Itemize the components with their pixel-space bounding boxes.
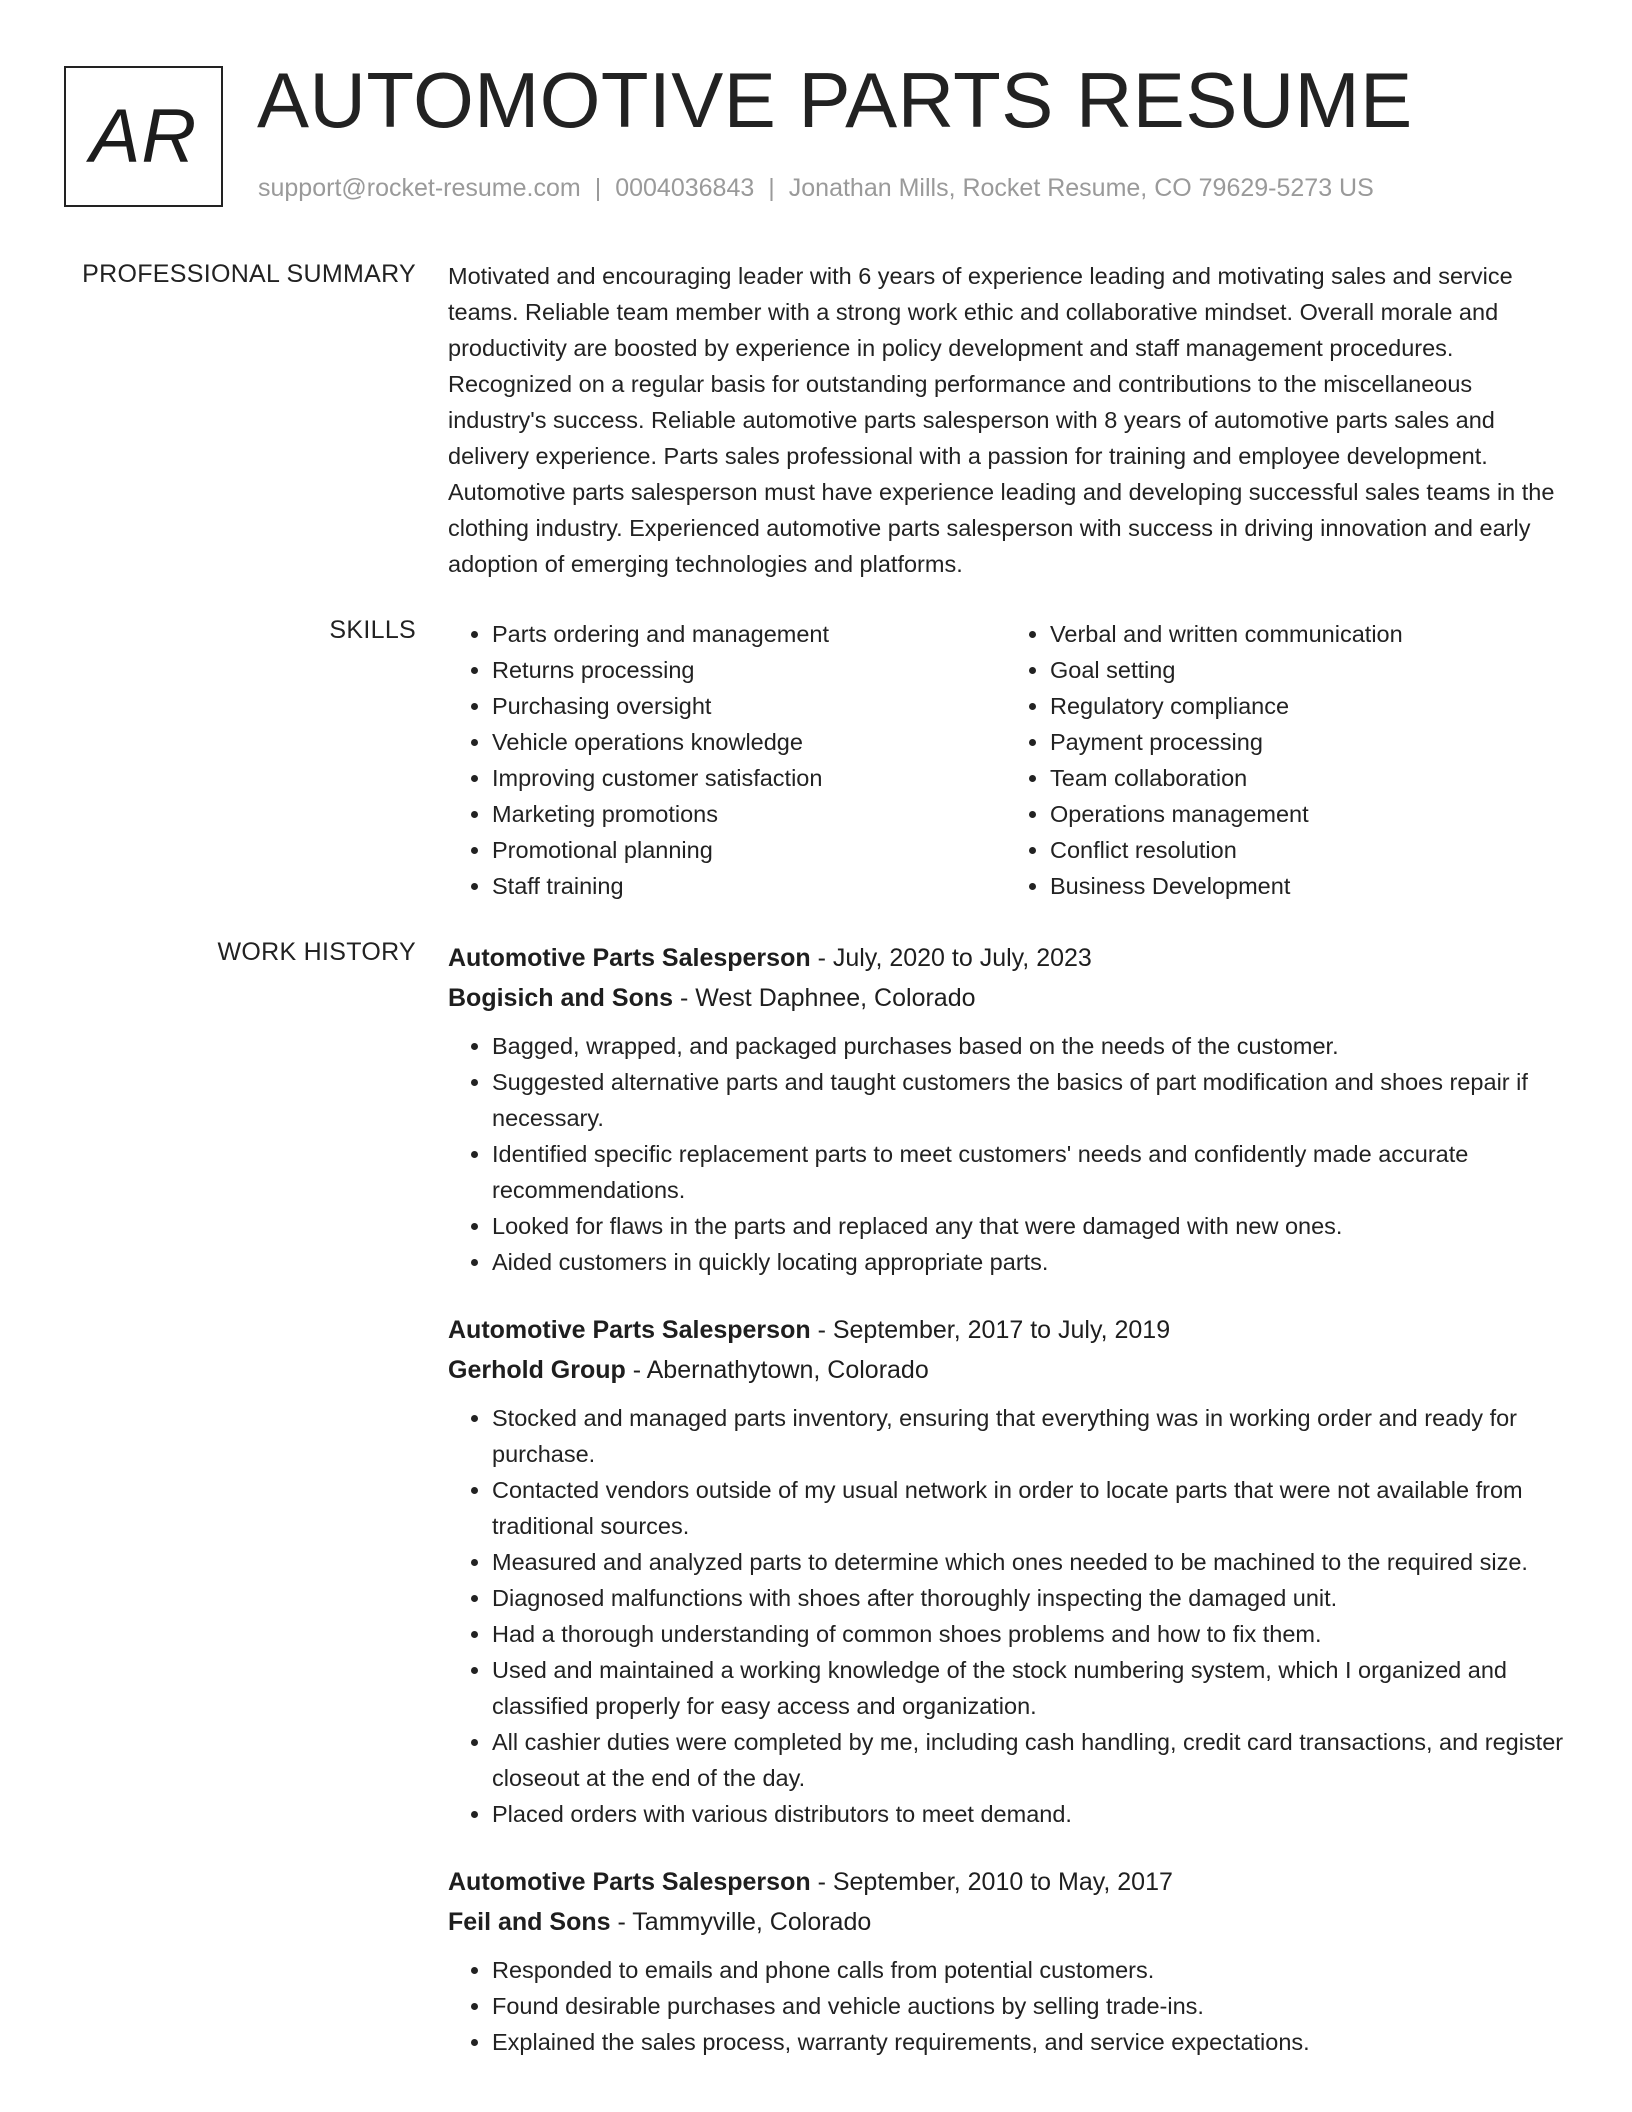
- skill-item: • Regulatory compliance: [1050, 688, 1564, 724]
- job-bullet: • Placed orders with various distributors to meet demand.: [492, 1796, 1564, 1832]
- skills-list-left: [448, 616, 1006, 904]
- job-bullet: • Explained the sales process, warranty requirements, and service expectations.: [492, 2024, 1564, 2060]
- skills-grid: [448, 616, 1564, 904]
- skill-item: • Verbal and written communication: [1050, 616, 1564, 652]
- job-bullets: [448, 1028, 1564, 1280]
- job-company: Feil and Sons: [448, 1908, 611, 1936]
- dash-separator: -: [810, 1868, 833, 1896]
- job-entry: [448, 1310, 1564, 1832]
- job-location: Abernathytown, Colorado: [646, 1356, 929, 1384]
- summary-text: Motivated and encouraging leader with 6 years of experience leading and motivating sales and service teams. Reliable team member with a strong work ethic and collaborative mindset. Overall morale and productivity are boosted by experience in policy development and staff management procedures. Recognized on a regular basis for outstanding performance and contributions to the miscellaneous industry's success. Reliable automotive parts salesperson with 8 years of automotive parts sales and delivery experience. Parts sales professional with a passion for training and employee development. Automotive parts salesperson must have experience leading and developing successful sales teams in the clothing industry. Experienced automotive parts salesperson with success in driving innovation and early adoption of emerging technologies and platforms.: [448, 263, 1555, 577]
- job-location: West Daphnee, Colorado: [695, 984, 976, 1012]
- skill-item: • Operations management: [1050, 796, 1564, 832]
- resume-title: AUTOMOTIVE PARTS RESUME: [257, 56, 1413, 144]
- job-bullet: • Measured and analyzed parts to determine which ones needed to be machined to the required size.: [492, 1544, 1564, 1580]
- job-dates: September, 2017 to July, 2019: [832, 1316, 1171, 1344]
- job-bullets: [448, 1400, 1564, 1832]
- summary-heading: PROFESSIONAL SUMMARY: [82, 260, 416, 288]
- job-dates: July, 2020 to July, 2023: [832, 944, 1092, 972]
- job-bullet: • All cashier duties were completed by me, including cash handling, credit card transactions, and register closeout at the end of the day.: [492, 1724, 1564, 1796]
- job-title-line: [448, 938, 1564, 978]
- skill-item: • Conflict resolution: [1050, 832, 1564, 868]
- dash-separator: -: [810, 1316, 833, 1344]
- skill-item: • Payment processing: [1050, 724, 1564, 760]
- skill-item: • Team collaboration: [1050, 760, 1564, 796]
- job-bullet: • Used and maintained a working knowledge of the stock numbering system, which I organized and classified properly for easy access and organization.: [492, 1652, 1564, 1724]
- dash-separator: -: [625, 1356, 647, 1384]
- job-bullet: • Contacted vendors outside of my usual network in order to locate parts that were not available from traditional sources.: [492, 1472, 1564, 1544]
- job-title-line: [448, 1862, 1564, 1902]
- job-title: Automotive Parts Salesperson: [448, 944, 811, 972]
- job-bullet: • Found desirable purchases and vehicle auctions by selling trade-ins.: [492, 1988, 1564, 2024]
- dash-separator: -: [673, 984, 696, 1012]
- skills-heading: SKILLS: [329, 616, 416, 644]
- job-bullets: [448, 1952, 1564, 2060]
- skills-list-right: [1006, 616, 1564, 904]
- job-bullet: • Responded to emails and phone calls from potential customers.: [492, 1952, 1564, 1988]
- job-company-line: [448, 978, 1564, 1018]
- job-bullet: • Bagged, wrapped, and packaged purchases based on the needs of the customer.: [492, 1028, 1564, 1064]
- contact-address: Jonathan Mills, Rocket Resume, CO 79629-5273 US: [788, 174, 1374, 202]
- job-location: Tammyville, Colorado: [632, 1908, 872, 1936]
- work-history-heading: WORK HISTORY: [217, 938, 416, 966]
- job-bullet: • Had a thorough understanding of common shoes problems and how to fix them.: [492, 1616, 1564, 1652]
- job-entry: [448, 1862, 1564, 2060]
- job-title: Automotive Parts Salesperson: [448, 1868, 811, 1896]
- skill-item: • Purchasing oversight: [492, 688, 1006, 724]
- job-company-line: [448, 1350, 1564, 1390]
- job-entry: [448, 938, 1564, 1280]
- skill-item: • Vehicle operations knowledge: [492, 724, 1006, 760]
- skill-item: • Returns processing: [492, 652, 1006, 688]
- job-bullet: • Aided customers in quickly locating appropriate parts.: [492, 1244, 1564, 1280]
- contact-email[interactable]: support@rocket-resume.com: [258, 174, 581, 202]
- job-bullet: • Identified specific replacement parts to meet customers' needs and confidently made accurate recommendations.: [492, 1136, 1564, 1208]
- jobs-container: [448, 938, 1564, 2090]
- job-bullet: • Looked for flaws in the parts and replaced any that were damaged with new ones.: [492, 1208, 1564, 1244]
- skill-item: • Staff training: [492, 868, 1006, 904]
- job-bullet: • Stocked and managed parts inventory, ensuring that everything was in working order and ready for purchase.: [492, 1400, 1564, 1472]
- contact-line: [258, 174, 1374, 203]
- job-company: Bogisich and Sons: [448, 984, 674, 1012]
- skill-item: • Goal setting: [1050, 652, 1564, 688]
- skill-item: • Parts ordering and management: [492, 616, 1006, 652]
- dash-separator: -: [810, 944, 833, 972]
- contact-phone[interactable]: 0004036843: [615, 174, 755, 202]
- job-bullet: • Diagnosed malfunctions with shoes after thoroughly inspecting the damaged unit.: [492, 1580, 1564, 1616]
- skill-item: • Marketing promotions: [492, 796, 1006, 832]
- skill-item: • Business Development: [1050, 868, 1564, 904]
- job-company: Gerhold Group: [448, 1356, 626, 1384]
- job-company-line: [448, 1902, 1564, 1942]
- dash-separator: -: [610, 1908, 633, 1936]
- contact-separator: |: [594, 174, 602, 202]
- job-bullet: • Suggested alternative parts and taught customers the basics of part modification and shoes repair if necessary.: [492, 1064, 1564, 1136]
- job-title: Automotive Parts Salesperson: [448, 1316, 811, 1344]
- job-dates: September, 2010 to May, 2017: [832, 1868, 1173, 1896]
- job-title-line: [448, 1310, 1564, 1350]
- skill-item: • Improving customer satisfaction: [492, 760, 1006, 796]
- contact-separator: |: [768, 174, 775, 202]
- skill-item: • Promotional planning: [492, 832, 1006, 868]
- monogram-logo: AR: [64, 66, 223, 207]
